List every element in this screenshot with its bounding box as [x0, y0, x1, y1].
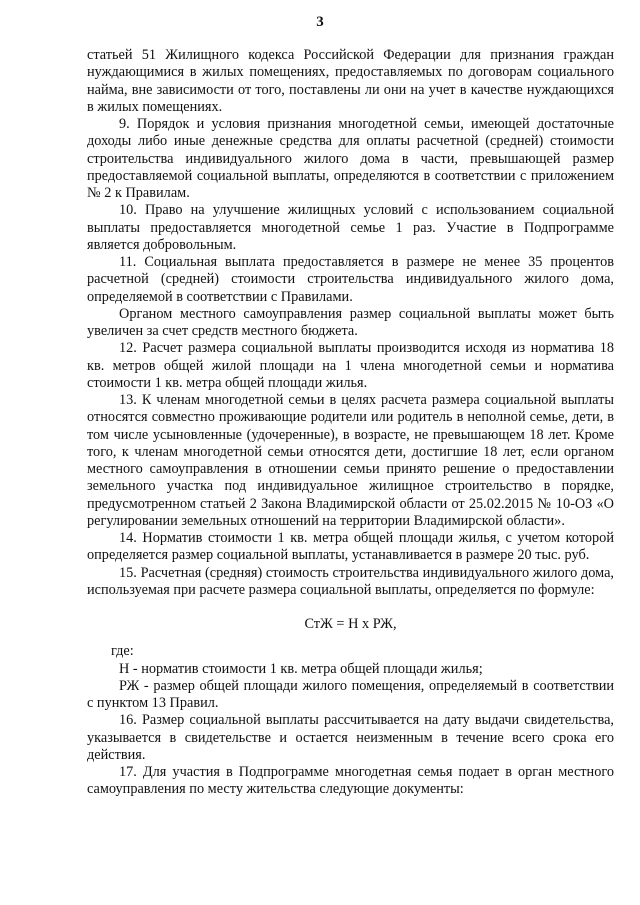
paragraph-10: 10. Право на улучшение жилищных условий с использованием социальной выплаты предоставляется многодетной семье 1 раз. Участие в Подпрограмме является добровольным.	[87, 202, 614, 253]
definition-rzh: РЖ - размер общей площади жилого помещения, определяемый в соответствии с пунктом 13 Правил.	[87, 677, 614, 711]
formula-where: где:	[111, 643, 134, 660]
definition-n: Н - норматив стоимости 1 кв. метра общей площади жилья;	[119, 660, 483, 677]
document-body	[87, 47, 614, 799]
paragraph-9: 9. Порядок и условия признания многодетной семьи, имеющей достаточные доходы либо иные денежные средства для оплаты расчетной (средней) стоимости строительства индивидуального жилого дома в части, превышающей размер предоставляемой социальной выплаты, определяются в соответствии с приложением № 2 к Правилам.	[87, 116, 614, 201]
paragraph-14: 14. Норматив стоимости 1 кв. метра общей площади жилья, с учетом которой определяется размер социальной выплаты, устанавливается в размере 20 тыс. руб.	[87, 530, 614, 564]
paragraph-13: 13. К членам многодетной семьи в целях расчета размера социальной выплаты относятся совместно проживающие родители или родитель в неполной семье, дети, в том числе усыновленные (удочеренные), в возрасте, не превышающем 18 лет. Кроме того, к членам многодетной семьи относятся дети, достигшие 18 лет, если органом местного самоуправления в отношении семьи принято решение о предоставлении земельного участка под индивидуальное жилищное строительство в порядке, предусмотренном статьей 2 Закона Владимирской области от 25.02.2015 № 10-ОЗ «О регулировании земельных отношений на территории Владимирской области».	[87, 392, 614, 529]
paragraph-17: 17. Для участия в Подпрограмме многодетная семья подает в орган местного самоуправления по месту жительства следующие документы:	[87, 764, 614, 798]
paragraph-continuation: статьей 51 Жилищного кодекса Российской Федерации для признания граждан нуждающимися в жилых помещениях, предоставляемых по договорам социального найма, вне зависимости от того, поставлены ли они на учет в качестве нуждающихся в жилых помещениях.	[87, 47, 614, 115]
paragraph-11-note: Органом местного самоуправления размер социальной выплаты может быть увеличен за счет средств местного бюджета.	[87, 305, 614, 339]
page-number: 3	[316, 14, 324, 30]
paragraph-15: 15. Расчетная (средняя) стоимость строительства индивидуального жилого дома, используемая при расчете размера социальной выплаты, определяется по формуле:	[87, 564, 614, 598]
paragraph-12: 12. Расчет размера социальной выплаты производится исходя из норматива 18 кв. метров общей жилой площади на 1 члена многодетной семьи и норматива стоимости 1 кв. метра общей площади жилья.	[87, 340, 614, 391]
formula: СтЖ = Н х РЖ,	[304, 616, 397, 632]
paragraph-16: 16. Размер социальной выплаты рассчитывается на дату выдачи свидетельства, указывается в свидетельстве и остается неизменным в течение всего срока его действия.	[87, 712, 614, 763]
paragraph-11: 11. Социальная выплата предоставляется в размере не менее 35 процентов расчетной (средней) стоимости строительства индивидуального жилого дома, определяемой в соответствии с Правилами.	[87, 254, 614, 305]
